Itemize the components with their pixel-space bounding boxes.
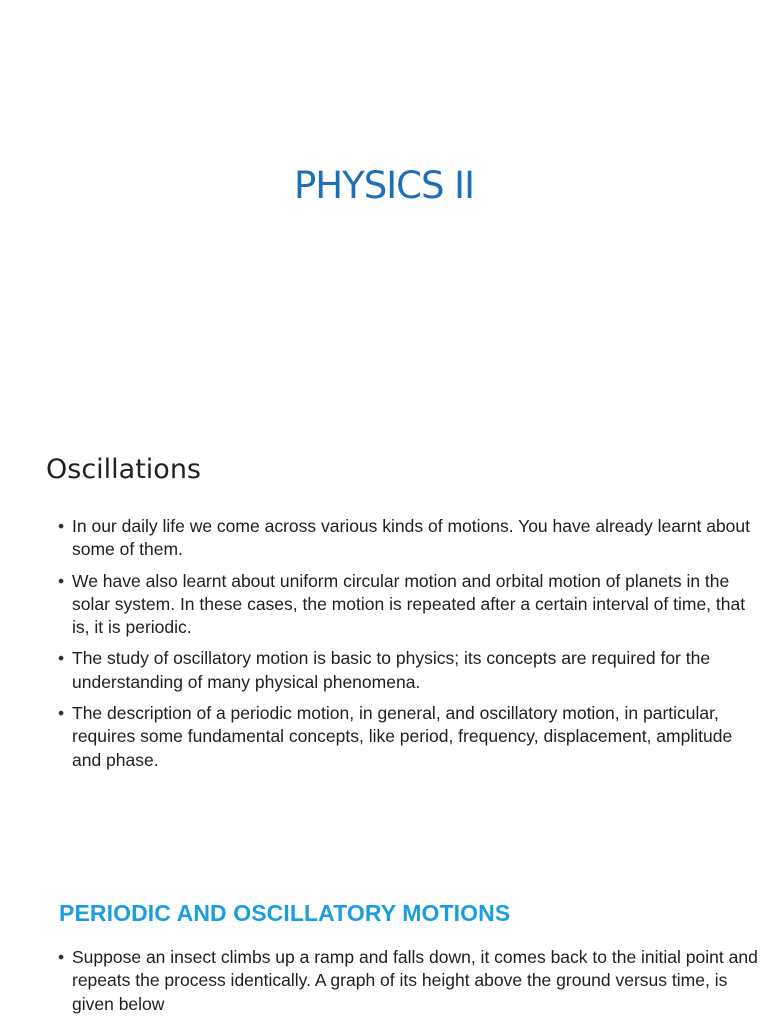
oscillations-slide xyxy=(0,410,768,850)
oscillations-bullet-list xyxy=(58,515,758,780)
section-heading-oscillations: Oscillations xyxy=(46,454,201,485)
bullet-dot-icon: • xyxy=(58,570,65,591)
bullet-dot-icon: • xyxy=(58,516,65,536)
bullet-text: Suppose an insect climbs up a ramp and falls down, it comes back to the initial point and repeats the process identically. A graph of its height above the ground versus time, is given below xyxy=(72,947,758,1014)
bullet-item xyxy=(58,946,758,1016)
bullet-text: The description of a periodic motion, in general, and oscillatory motion, in particular, requires some fundamental concepts, like period, frequency, displacement, amplitude and phase. xyxy=(72,703,733,770)
title-slide xyxy=(0,0,768,410)
page-title: PHYSICS II xyxy=(293,164,475,207)
bullet-item xyxy=(58,702,758,772)
periodic-motion-slide xyxy=(0,850,768,1024)
bullet-item xyxy=(58,570,758,640)
bullet-text: In our daily life we come across various kinds of motions. You have already learnt about some of them. xyxy=(72,516,751,560)
bullet-dot-icon: • xyxy=(58,648,65,669)
bullet-dot-icon: • xyxy=(58,703,65,724)
bullet-dot-icon: • xyxy=(58,947,65,967)
periodic-bullet-list xyxy=(58,946,758,1024)
bullet-text: The study of oscillatory motion is basic to physics; its concepts are required for the understanding of many physical phenomena. xyxy=(72,648,711,692)
bullet-item xyxy=(58,647,758,694)
bullet-text: We have also learnt about uniform circular motion and orbital motion of planets in the solar system. In these cases, the motion is repeated after a certain interval of time, that is, it is periodic. xyxy=(72,570,746,638)
bullet-item xyxy=(58,515,758,562)
section-heading-periodic: PERIODIC AND OSCILLATORY MOTIONS xyxy=(59,900,511,926)
